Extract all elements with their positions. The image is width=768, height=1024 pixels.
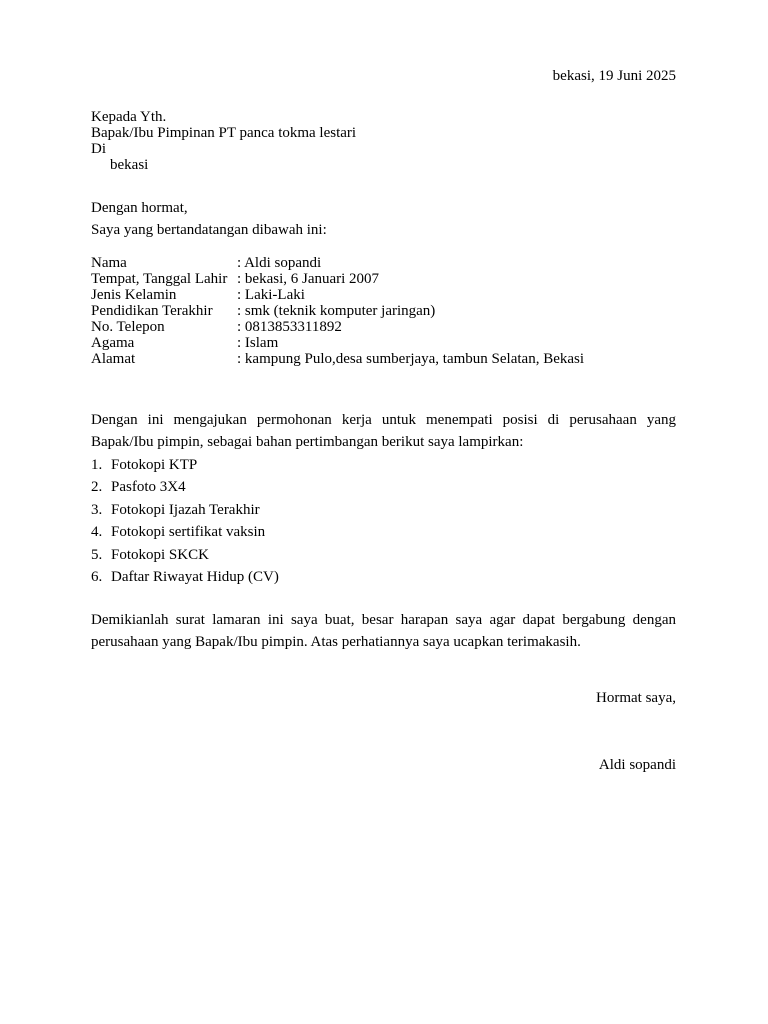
info-label: Nama xyxy=(91,255,127,271)
list-text: Pasfoto 3X4 xyxy=(111,479,186,496)
application-paragraph: Dengan ini mengajukan permohonan kerja untuk menempati posisi di perusahaan yang Bapak/Ibu pimpin, sebagai bahan pertimbangan berikut saya lampirkan: xyxy=(91,412,676,450)
list-text: Fotokopi Ijazah Terakhir xyxy=(111,501,260,518)
date-line: bekasi, 19 Juni 2025 xyxy=(552,68,676,84)
info-label: No. Telepon xyxy=(91,319,165,335)
info-label: Agama xyxy=(91,335,135,351)
info-value: : bekasi, 6 Januari 2007 xyxy=(237,271,380,287)
recipient-block xyxy=(91,109,356,173)
info-label: Tempat, Tanggal Lahir xyxy=(91,271,228,287)
intro-line: Saya yang bertandatangan dibawah ini: xyxy=(91,222,327,238)
greeting: Dengan hormat, xyxy=(91,200,188,216)
info-row xyxy=(91,335,584,351)
info-value: : Islam xyxy=(237,335,279,351)
list-number: 3. xyxy=(91,501,103,518)
applicant-info-table xyxy=(91,255,584,367)
info-value: : kampung Pulo,desa sumberjaya, tambun Selatan, Bekasi xyxy=(237,351,585,367)
info-value: : smk (teknik komputer jaringan) xyxy=(237,303,436,319)
list-number: 4. xyxy=(91,524,103,541)
info-row xyxy=(91,319,584,335)
list-item xyxy=(91,521,279,543)
info-value: : 0813853311892 xyxy=(237,319,342,335)
list-item xyxy=(91,476,279,498)
list-item xyxy=(91,544,279,566)
list-text: Daftar Riwayat Hidup (CV) xyxy=(111,569,279,586)
list-item xyxy=(91,566,279,588)
recipient-line: bekasi xyxy=(110,157,149,173)
list-number: 1. xyxy=(91,457,103,473)
list-number: 2. xyxy=(91,479,103,496)
list-number: 6. xyxy=(91,569,103,586)
info-value: : Laki-Laki xyxy=(237,287,305,303)
list-item xyxy=(91,454,279,476)
recipient-line: Bapak/Ibu Pimpinan PT panca tokma lestari xyxy=(91,125,357,141)
list-text: Fotokopi sertifikat vaksin xyxy=(111,524,266,541)
attachment-list xyxy=(91,454,279,588)
info-row xyxy=(91,255,584,271)
info-value: : Aldi sopandi xyxy=(237,255,322,271)
closing-paragraph: Demikianlah surat lamaran ini saya buat, besar harapan saya agar dapat bergabung dengan perusahaan yang Bapak/Ibu pimpin. Atas perhatiannya saya ucapkan terimakasih. xyxy=(91,612,676,650)
info-label: Jenis Kelamin xyxy=(91,287,177,303)
info-row xyxy=(91,351,584,367)
closing-salutation: Hormat saya, xyxy=(596,690,676,706)
info-row xyxy=(91,287,584,303)
info-label: Pendidikan Terakhir xyxy=(91,303,213,319)
list-number: 5. xyxy=(91,546,103,563)
recipient-line: Di xyxy=(91,141,106,157)
signer-name: Aldi sopandi xyxy=(598,757,676,773)
list-text: Fotokopi SKCK xyxy=(111,546,209,563)
list-text: Fotokopi KTP xyxy=(111,457,198,473)
info-row xyxy=(91,303,584,319)
recipient-line: Kepada Yth. xyxy=(91,109,167,125)
info-label: Alamat xyxy=(91,351,136,367)
list-item xyxy=(91,499,279,521)
info-row xyxy=(91,271,584,287)
